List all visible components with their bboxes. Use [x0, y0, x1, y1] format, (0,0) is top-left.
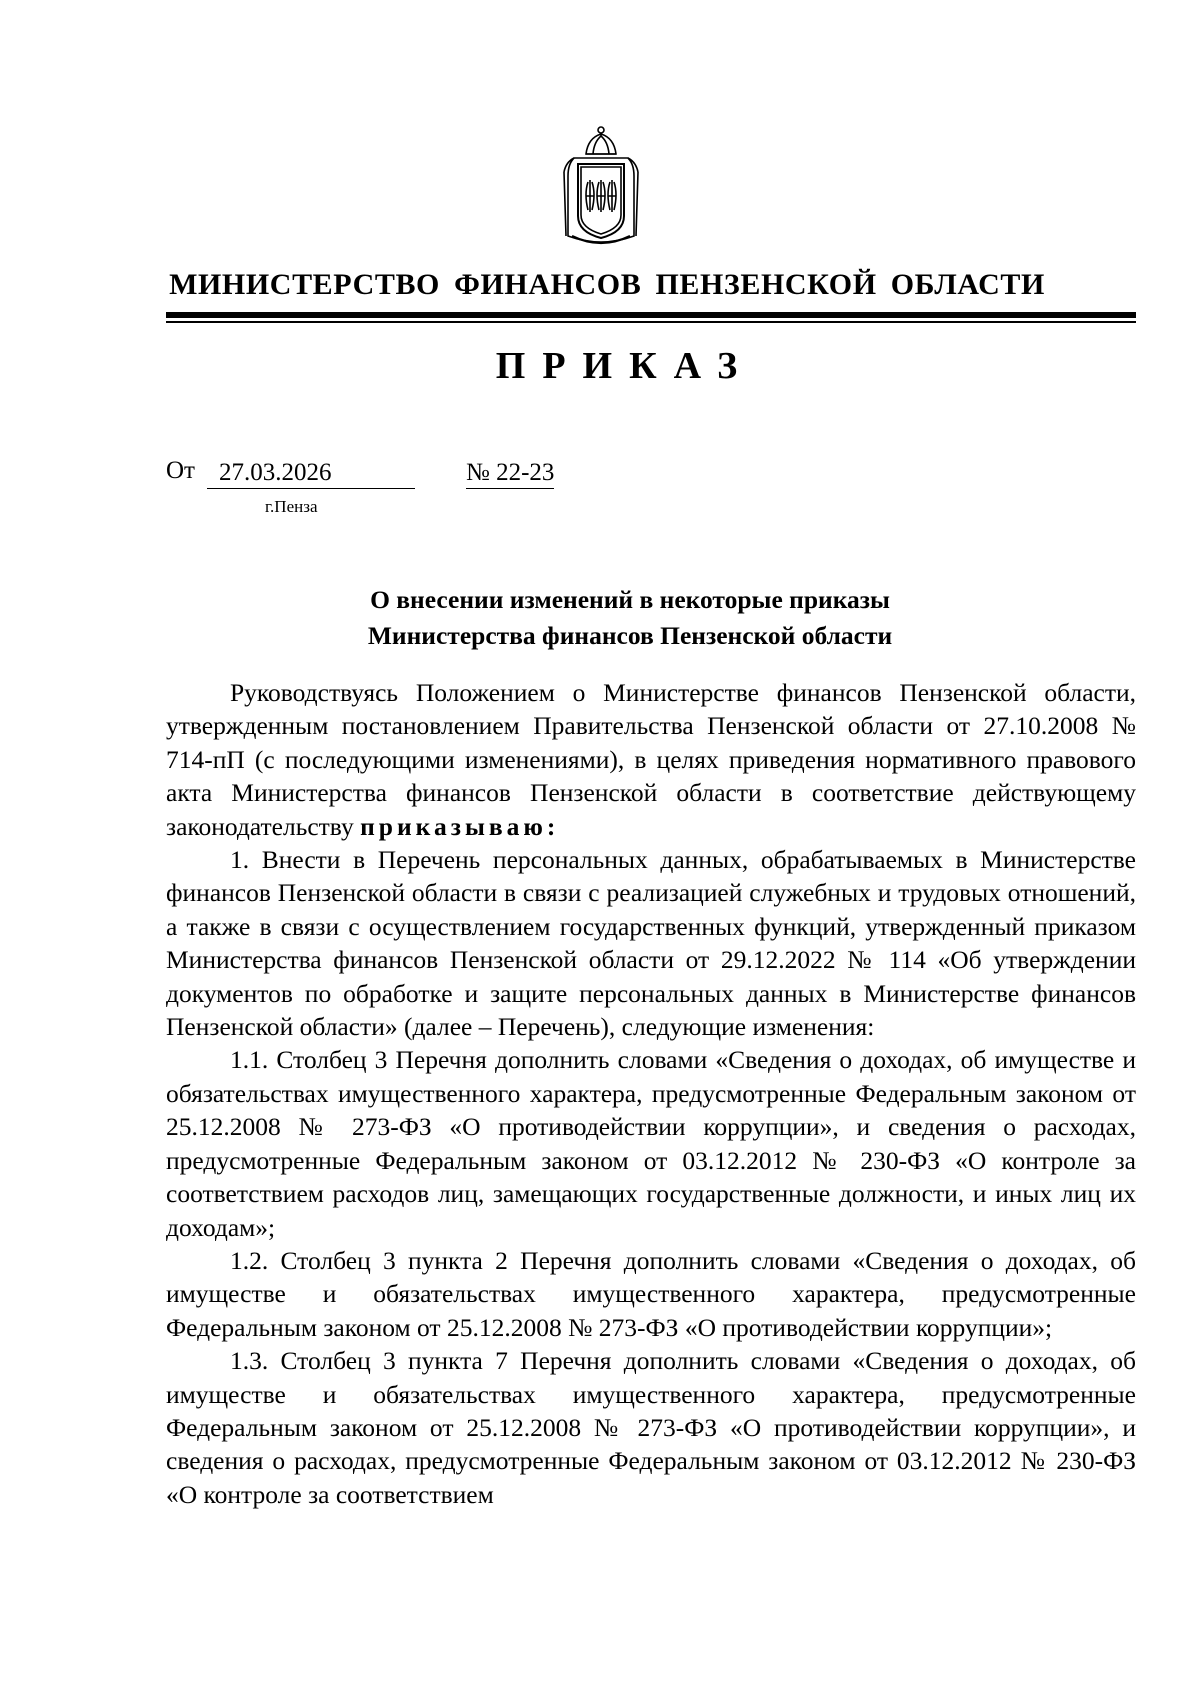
document-subject — [0, 582, 1200, 654]
document-number: № 22-23 — [466, 457, 554, 489]
header-rule-thick — [166, 312, 1136, 318]
document-type-title: ПРИКАЗ — [495, 345, 755, 387]
item-1-1: 1.1. Столбец 3 Перечня дополнить словами «Сведения о доходах, об имуществе и обязательствах имущественного характера, предусмотренные Федеральным законом от 25.12.2008 № 273-ФЗ «О противодействии коррупции», и сведения о расходах, предусмотренные Федеральным законом от 03.12.2012 № 230-ФЗ «О контроле за соответствием расходов лиц, замещающих государственные должности, и иных лиц их доходам»; — [166, 1045, 1136, 1242]
subject-line-1: О внесении изменений в некоторые приказы — [370, 585, 890, 614]
order-colon: : — [546, 811, 556, 841]
header-rule-thin — [166, 321, 1136, 323]
coat-of-arms-icon — [562, 124, 640, 248]
organization-name: МИНИСТЕРСТВО ФИНАНСОВ ПЕНЗЕНСКОЙ ОБЛАСТИ — [169, 268, 1045, 301]
item-1-3: 1.3. Столбец 3 пункта 7 Перечня дополнить словами «Сведения о доходах, об имуществе и обязательствах имущественного характера, предусмотренные Федеральным законом от 25.12.2008 № 273-ФЗ «О противодействии коррупции», и сведения о расходах, предусмотренные Федеральным законом от 03.12.2012 № 230-ФЗ «О контроле за соответствием — [166, 1346, 1136, 1509]
item-1: 1. Внести в Перечень персональных данных, обрабатываемых в Министерстве финансов Пензенской области в связи с реализацией служебных и трудовых отношений, а также в связи с осуществлением государственных функций, утвержденный приказом Министерства финансов Пензенской области от 29.12.2022 № 114 «Об утверждении документов по обработке и защите персональных данных в Министерстве финансов Пензенской области» (далее – Перечень), следующие изменения: — [166, 845, 1136, 1042]
subject-line-2: Министерства финансов Пензенской области — [367, 621, 893, 650]
date-label: От — [166, 457, 195, 484]
document-date: 27.03.2026 — [207, 457, 415, 489]
order-word: приказываю — [360, 811, 547, 841]
preamble-paragraph — [166, 676, 1136, 843]
preamble-text: Руководствуясь Положением о Министерстве финансов Пензенской области, утвержденным постановлением Правительства Пензенской области от 27.10.2008 № 714-пП (с последующими изменениями), в целях приведения нормативного правового акта Министерства финансов Пензенской области в соответствие действующему законодательству — [166, 678, 1136, 841]
item-1-2: 1.2. Столбец 3 пункта 2 Перечня дополнить словами «Сведения о доходах, об имуществе и обязательствах имущественного характера, предусмотренные Федеральным законом от 25.12.2008 № 273-ФЗ «О противодействии коррупции»; — [166, 1245, 1136, 1342]
document-body — [166, 676, 1136, 1511]
document-city: г.Пенза — [265, 497, 318, 516]
